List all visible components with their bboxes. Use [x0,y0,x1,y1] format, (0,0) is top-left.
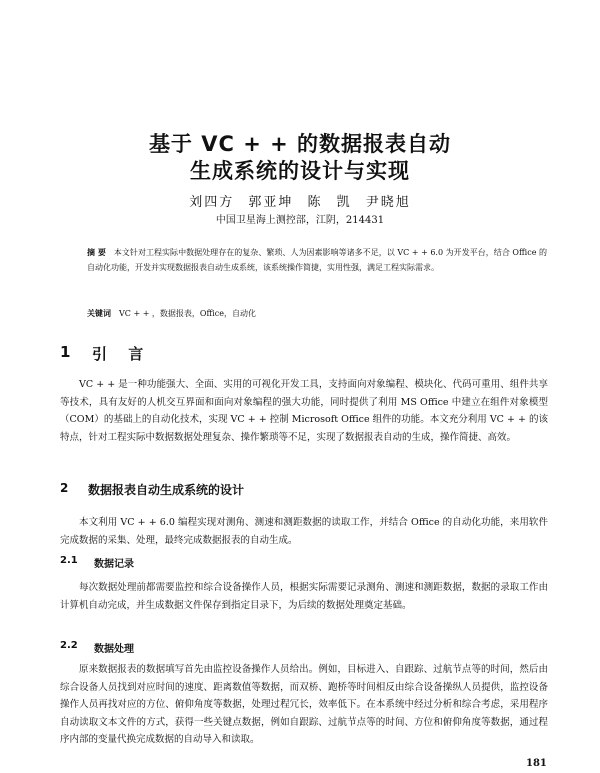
keywords-block [87,306,547,321]
section-heading-2 [60,481,540,501]
subsection-heading-2-2 [60,640,540,658]
paper-title-line-2: 生成系统的设计与实现 [190,159,410,183]
author-affiliation: 中国卫星海上测控部，江阴，214431 [215,215,385,226]
subsection-2-2-paragraph: 原来数据报表的数据填写首先由监控设备操作人员给出。例如，目标进入、自跟踪、过航节点等的时间，然后由综合设备人员找到对应时间的速度、距离数值等数据，而双桥、跑桥等时间相反由综合设备操纵人员提供，监控设备操作人员再找对应的方位、俯仰角度等数据，处理过程冗长，效率低下。在本系统中经过分析和综合考虑，采用程序自动读取文本文件的方式，获得一些关键点数据，例如自跟踪、过航节点等的时间、方位和俯仰角度等数据，通过程序内部的变量代换完成数据的自动导入和读取。 [60,664,548,745]
abstract-text: 本文针对工程实际中数据处理存在的复杂、繁琐、人为因素影响等诸多不足，以 VC + + 6.0 为开发平台，结合 Office 的自动化功能，开发并实现数据报表自动生成系统，该系统操作简捷，实用性强，满足工程实际需求。 [87,248,547,272]
keywords-label: 关键词 [87,308,111,318]
subsection-title: 数据处理 [94,644,134,655]
section-title: 数据报表自动生成系统的设计 [88,483,245,497]
subsection-2-1-paragraph: 每次数据处理前都需要监控和综合设备操作人员，根据实际需要记录测角、测速和测距数据，数据的录取工作由计算机自动完成，并生成数据文件保存到指定目录下，为后续的数据处理奠定基础。 [60,582,548,611]
subsection-heading-2-1 [60,555,540,573]
paper-title-line-1: 基于 VC + + 的数据报表自动 [148,132,452,156]
abstract-label: 摘 要 [87,247,106,257]
section-title: 引 言 [92,345,152,363]
section-2-paragraph: 本文利用 VC + + 6.0 编程实现对测角、测速和测距数据的读取工作，并结合 Office 的自动化功能，来用软件完成数据的采集、处理，最终完成数据报表的自动生成。 [60,517,548,546]
section-heading-1 [60,343,540,365]
section-number: 2 [60,481,69,495]
section-1-paragraph: VC + + 是一种功能强大、全面、实用的可视化开发工具，支持面向对象编程、模块化、代码可重用、组件共享等技术，具有友好的人机交互界面和面向对象编程的强大功能，同时提供了利用 MS Office 中建立在组件对象模型（COM）的基础上的自动化技术，实现 VC + + 控制 Microsoft Office 组件的功能。本文充分利用 VC + + 的该特点，针对工程实际中数据数据处理复杂、操作繁琐等不足，实现了数据报表自动的生成，操作简捷、高效。 [60,379,548,443]
section-number: 1 [60,343,71,361]
subsection-number: 2.1 [60,555,78,566]
keywords-text: VC + + ，数据报表，Office，自动化 [119,309,256,318]
subsection-title: 数据记录 [94,559,134,570]
abstract-block [87,245,547,275]
author-list: 刘四方 郭亚坤 陈 凯 尹晓旭 [189,195,411,210]
page-number: 181 [526,758,547,769]
subsection-number: 2.2 [60,640,78,651]
